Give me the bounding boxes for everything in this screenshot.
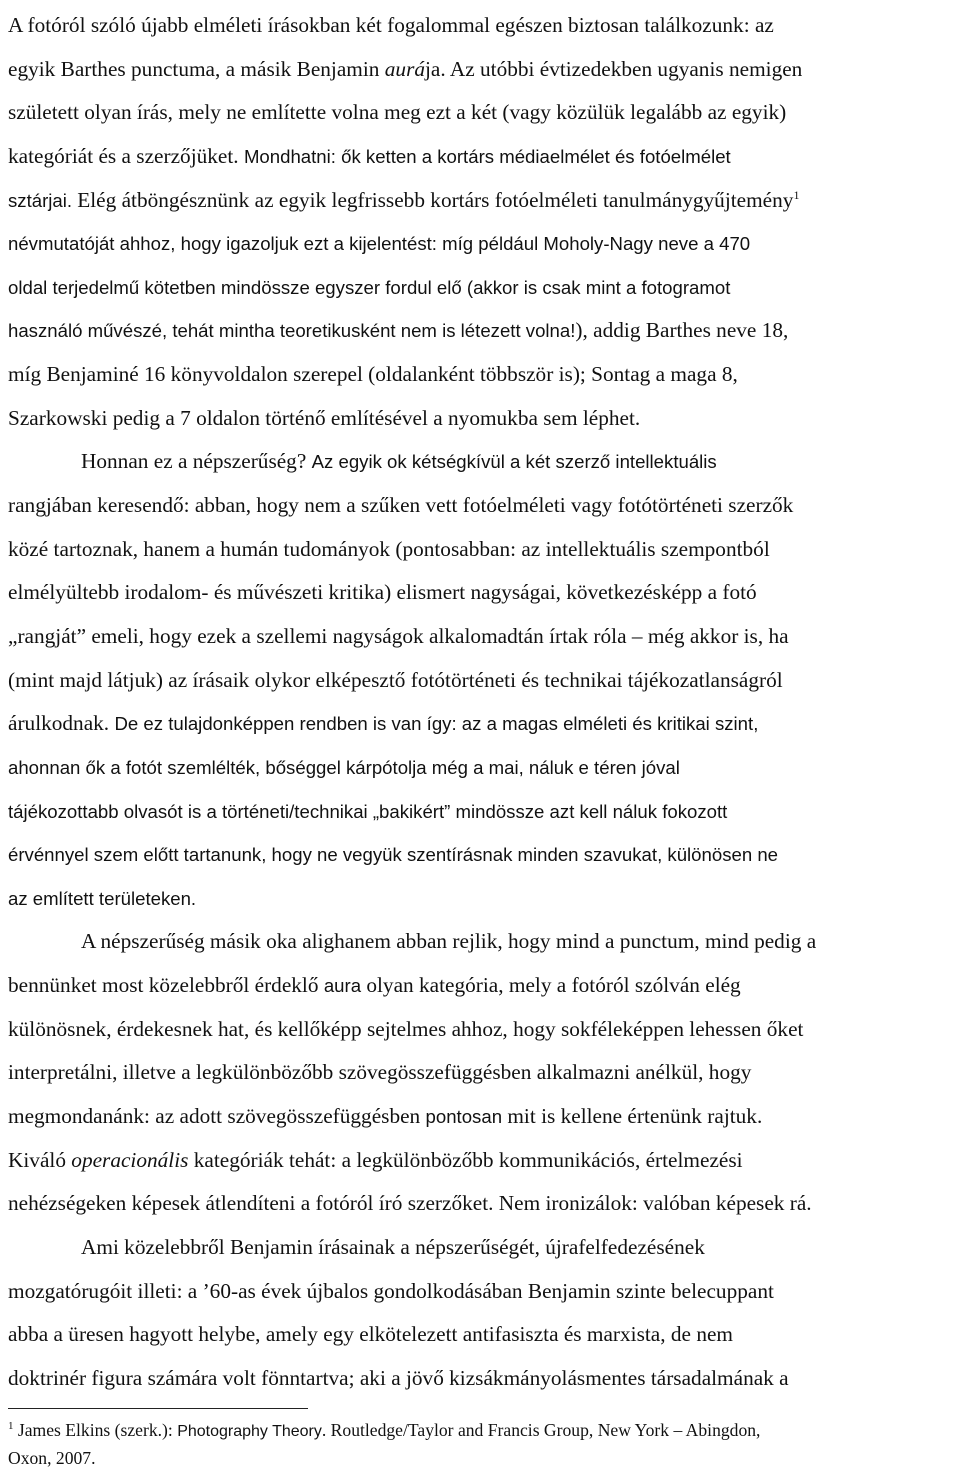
text-line: doktrinér figura számára volt fönntartva; aki a jövő kizsákmányolásmentes társadalmának a: [8, 1365, 789, 1390]
sans-text-span: sztárjai.: [8, 189, 78, 211]
sans-text-span: aura: [323, 975, 362, 997]
text-line: Ami közelebbről Benjamin írásainak a népszerűségét, újrafelfedezésének: [81, 1234, 705, 1259]
sans-text-span: Mondhatni: ők ketten a kortárs médiaelmélet és fotóelmélet: [243, 145, 731, 167]
text-line: [8, 440, 953, 484]
text-line: míg Benjaminé 16 könyvoldalon szerepel (oldalanként többször is); Sontag a maga 8,: [8, 362, 738, 387]
text-line: az említett területeken.: [8, 887, 197, 909]
text-span: Honnan ez a népszerűség?: [81, 449, 312, 474]
text-line: elmélyültebb irodalom- és művészeti kritika) elismert nagyságai, következésképp a fotó: [8, 580, 757, 605]
text-line: névmutatóját ahhoz, hogy igazoljuk ezt a kijelentést: míg például Moholy-Nagy neve a 470: [8, 233, 751, 255]
text-line: (mint majd látjuk) az írásaik olykor elképesztő fotótörténeti és technikai tájékozatlanságról: [8, 667, 783, 692]
text-line: mozgatórugóit illeti: a ’60-as évek újbalos gondolkodásában Benjamin szinte belecuppant: [8, 1278, 774, 1303]
text-line: nehézségeken képesek átlendíteni a fotóról író szerzőket. Nem ironizálok: valóban képesek rá.: [8, 1191, 812, 1216]
footnote-line: [8, 1417, 953, 1445]
footnote-number: 1: [8, 1420, 14, 1433]
text-line: ahonnan ők a fotót szemlélték, bőséggel kárpótolja még a mai, náluk e téren jóval: [8, 756, 680, 778]
text-span: Elég átböngésznünk az egyik legfrissebb kortárs fotóelméleti tanulmánygyűjtemény: [77, 187, 794, 212]
text-line: [8, 702, 953, 746]
text-line: érvénnyel szem előtt tartanunk, hogy ne vegyük szentírásnak minden szavukat, különösen ne: [8, 844, 779, 866]
text-line: abba a üresen hagyott helybe, amely egy elkötelezett antifasiszta és marxista, de nem: [8, 1322, 733, 1347]
document-body: [8, 4, 953, 1401]
text-span: Kiváló: [8, 1147, 72, 1172]
footnote-line: Oxon, 2007.: [8, 1448, 96, 1468]
text-line: [8, 964, 953, 1008]
text-span: megmondanánk: az adott szövegösszefüggésben: [8, 1104, 426, 1129]
sans-text-span: használó művészé, tehát mintha teoretikusként nem is létezett volna!: [8, 320, 576, 342]
text-span: ja. Az utóbbi évtizedekben ugyanis nemigen: [425, 56, 803, 81]
text-span: egyik Barthes punctuma, a másik Benjamin: [8, 56, 385, 81]
text-line: interpretálni, illetve a legkülönbözőbb szövegösszefüggésben alkalmazni anélkül, hogy: [8, 1060, 752, 1085]
text-span: mit is kellene értenünk rajtuk.: [502, 1104, 763, 1129]
text-span: kategóriát és a szerzőjüket.: [8, 143, 244, 168]
text-line: tájékozottabb olvasót is a történeti/technikai „bakikért” mindössze azt kell náluk fokozott: [8, 800, 728, 822]
sans-text-span: Az egyik ok kétségkívül a két szerző intellektuális: [311, 451, 717, 473]
text-line: rangjában keresendő: abban, hogy nem a szűken vett fotóelméleti vagy fotótörténeti szerzők: [8, 493, 794, 518]
text-line: [8, 48, 953, 92]
text-line: közé tartoznak, hanem a humán tudományok (pontosabban: az intellektuális szempontból: [8, 536, 770, 561]
text-line: különösnek, érdekesnek hat, és kellőképp sejtelmes ahhoz, hogy sokféleképpen lehessen őket: [8, 1016, 804, 1041]
text-span: ), addig Barthes neve 18,: [575, 318, 789, 343]
text-line: A népszerűség másik oka alighanem abban rejlik, hogy mind a punctum, mind pedig a: [81, 929, 817, 954]
text-line: „rangját” emeli, hogy ezek a szellemi nagyságok alkalomadtán írtak róla – még akkor is, ha: [8, 623, 789, 648]
footnote-text: James Elkins (szerk.):: [13, 1420, 178, 1440]
italic-term: aurá: [384, 56, 425, 81]
text-span: kategóriák tehát: a legkülönbözőbb kommunikációs, értelmezési: [188, 1147, 743, 1172]
text-line: Szarkowski pedig a 7 oldalon történő említésével a nyomukba sem léphet.: [8, 405, 641, 430]
text-span: olyan kategória, mely a fotóról szólván elég: [361, 973, 741, 998]
text-line: [8, 135, 953, 179]
text-line: [8, 179, 953, 223]
text-line: [8, 1095, 953, 1139]
footnote: [8, 1417, 953, 1471]
footnote-reference[interactable]: 1: [793, 187, 800, 202]
footnote-separator: [8, 1408, 308, 1409]
text-line: A fotóról szóló újabb elméleti írásokban két fogalommal egészen biztosan találkozunk: az: [8, 13, 774, 37]
footnote-title: Photography Theory: [177, 1423, 322, 1440]
text-line: oldal terjedelmű kötetben mindössze egyszer fordul elő (akkor is csak mint a fotogramot: [8, 276, 731, 298]
sans-text-span: pontosan: [425, 1106, 503, 1128]
text-span: bennünket most közelebbről érdeklő: [8, 973, 324, 998]
text-line: [8, 309, 953, 353]
italic-term: operacionális: [71, 1147, 189, 1172]
sans-text-span: De ez tulajdonképpen rendben is van így: az a magas elméleti és kritikai szint,: [114, 713, 759, 735]
text-span: árulkodnak.: [8, 711, 115, 736]
footnote-text: . Routledge/Taylor and Francis Group, New York – Abingdon,: [321, 1420, 761, 1440]
text-line: [8, 1139, 953, 1183]
text-line: született olyan írás, mely ne említette volna meg ezt a két (vagy közülük legalább az egyik): [8, 100, 787, 125]
